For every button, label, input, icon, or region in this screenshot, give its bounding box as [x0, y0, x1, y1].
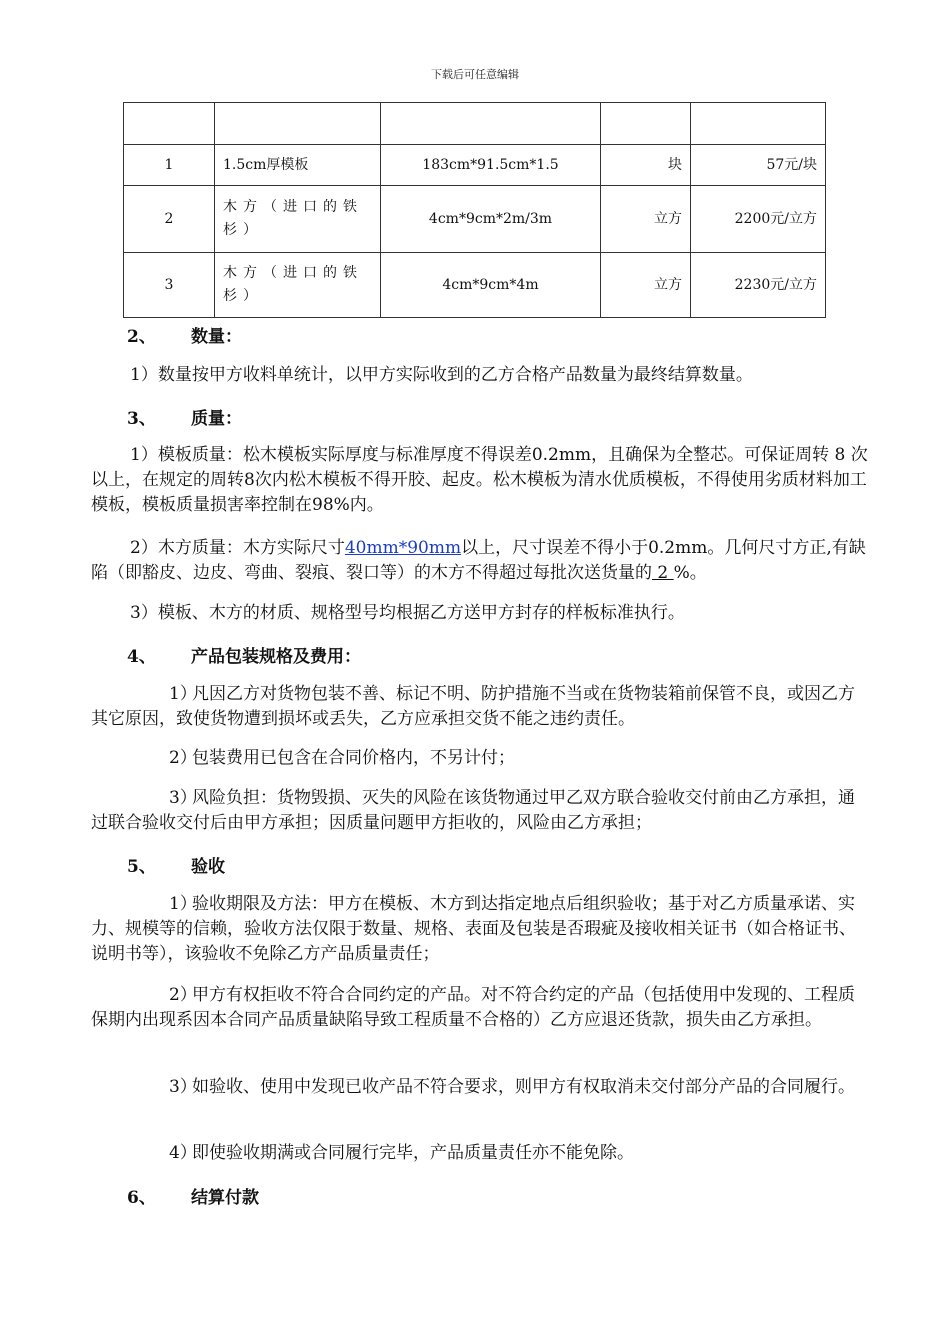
item-number: 2）	[169, 748, 197, 768]
section-number: 5、	[127, 857, 156, 877]
cell-unit: 立方	[601, 186, 691, 253]
section-title: 结算付款	[191, 1188, 259, 1208]
cell-name: 木方（进口的铁杉）	[215, 253, 381, 318]
cell-size: 4cm*9cm*4m	[381, 253, 601, 318]
item-text: 凡因乙方对货物包装不善、标记不明、防护措施不当或在货物装箱前保管不良，或因乙方其它原因，致使货物遭到损坏或丢失，乙方应承担交货不能之违约责任。	[91, 684, 855, 729]
section-6-heading	[127, 1183, 259, 1208]
cell-index: 1	[124, 145, 215, 186]
section-title: 产品包装规格及费用：	[191, 647, 361, 667]
item-number: 1）	[169, 684, 197, 704]
section-3-heading	[127, 404, 242, 429]
cell-price: 2230元/立方	[691, 253, 826, 318]
item-number: 3）	[169, 788, 197, 808]
paragraph-3-1: 1）模板质量：松木模板实际厚度与标准厚度不得误差0.2mm，且确保为全整芯。可保证周转 8 次以上，在规定的周转8次内松木模板不得开胶、起皮。松木模板为清水优质模板，不得使用劣质材料加工模板，模板质量损害率控制在98%内。	[91, 445, 868, 515]
cell-price	[691, 103, 826, 145]
paragraph-2-1: 1）数量按甲方收料单统计，以甲方实际收到的乙方合格产品数量为最终结算数量。	[130, 365, 753, 385]
paragraph-4-3	[91, 786, 871, 836]
item-number: 2）	[169, 985, 197, 1005]
section-title: 质量：	[191, 409, 242, 429]
cell-unit: 块	[601, 145, 691, 186]
percent-value: 2	[652, 563, 674, 583]
section-5-heading	[127, 852, 225, 877]
item-text: 验收期限及方法：甲方在模板、木方到达指定地点后组织验收；基于对乙方质量承诺、实力、规模等的信赖，验收方法仅限于数量、规格、表面及包装是否瑕疵及接收相关证书（如合格证书、说明书等），该验收不免除乙方产品质量责任；	[91, 894, 856, 964]
section-2-heading	[127, 322, 242, 347]
paragraph-3-3: 3）模板、木方的材质、规格型号均根据乙方送甲方封存的样板标准执行。	[130, 603, 685, 623]
paragraph-4-1	[91, 682, 871, 732]
spec-table	[123, 102, 826, 318]
item-text: 风险负担：货物毁损、灭失的风险在该货物通过甲乙双方联合验收交付前由乙方承担，通过联合验收交付后由甲方承担；因质量问题甲方拒收的，风险由乙方承担；	[91, 788, 855, 833]
paragraph-5-3	[91, 1075, 871, 1100]
section-number: 6、	[127, 1188, 156, 1208]
cell-unit: 立方	[601, 253, 691, 318]
text-segment: 2）木方质量：木方实际尺寸	[130, 538, 345, 558]
paragraph-3-2	[91, 536, 871, 586]
section-number: 2、	[127, 327, 156, 347]
cell-index: 2	[124, 186, 215, 253]
table-row	[124, 186, 826, 253]
item-number: 4）	[169, 1143, 197, 1163]
paragraph-5-1	[91, 892, 871, 967]
cell-size: 4cm*9cm*2m/3m	[381, 186, 601, 253]
section-4-heading	[127, 642, 361, 667]
page-header: 下载后可任意编辑	[431, 68, 519, 81]
paragraph-4-2	[91, 746, 871, 771]
section-title: 验收	[191, 857, 225, 877]
cell-price: 57元/块	[691, 145, 826, 186]
cell-index	[124, 103, 215, 145]
section-title: 数量：	[191, 327, 242, 347]
item-text: 甲方有权拒收不符合合同约定的产品。对不符合约定的产品（包括使用中发现的、工程质保期内出现系因本合同产品质量缺陷导致工程质量不合格的）乙方应退还货款，损失由乙方承担。	[91, 985, 855, 1030]
cell-name: 木方（进口的铁杉）	[215, 186, 381, 253]
cell-unit	[601, 103, 691, 145]
table-row	[124, 145, 826, 186]
item-number: 3）	[169, 1077, 197, 1097]
item-number: 1）	[169, 894, 197, 914]
text-segment: %。	[673, 563, 707, 583]
table-row	[124, 103, 826, 145]
paragraph-5-2	[91, 983, 871, 1033]
section-number: 4、	[127, 647, 156, 667]
item-text: 即使验收期满或合同履行完毕，产品质量责任亦不能免除。	[192, 1143, 634, 1163]
cell-size: 183cm*91.5cm*1.5	[381, 145, 601, 186]
item-text: 如验收、使用中发现已收产品不符合要求，则甲方有权取消未交付部分产品的合同履行。	[192, 1077, 855, 1097]
cell-name	[215, 103, 381, 145]
table-row	[124, 253, 826, 318]
cell-index: 3	[124, 253, 215, 318]
cell-size	[381, 103, 601, 145]
text-segment: 以上，尺寸误差不得小于0.2mm。几何尺寸方正,有缺陷（即豁皮、边皮、弯曲、裂痕、裂口等）的木方不得超过每批次送货量的	[91, 538, 866, 583]
cell-name: 1.5cm厚模板	[215, 145, 381, 186]
dimension-link[interactable]: 40mm*90mm	[344, 538, 462, 558]
item-text: 包装费用已包含在合同价格内，不另计付；	[192, 748, 515, 768]
paragraph-5-4	[91, 1141, 871, 1166]
cell-price: 2200元/立方	[691, 186, 826, 253]
section-number: 3、	[127, 409, 156, 429]
